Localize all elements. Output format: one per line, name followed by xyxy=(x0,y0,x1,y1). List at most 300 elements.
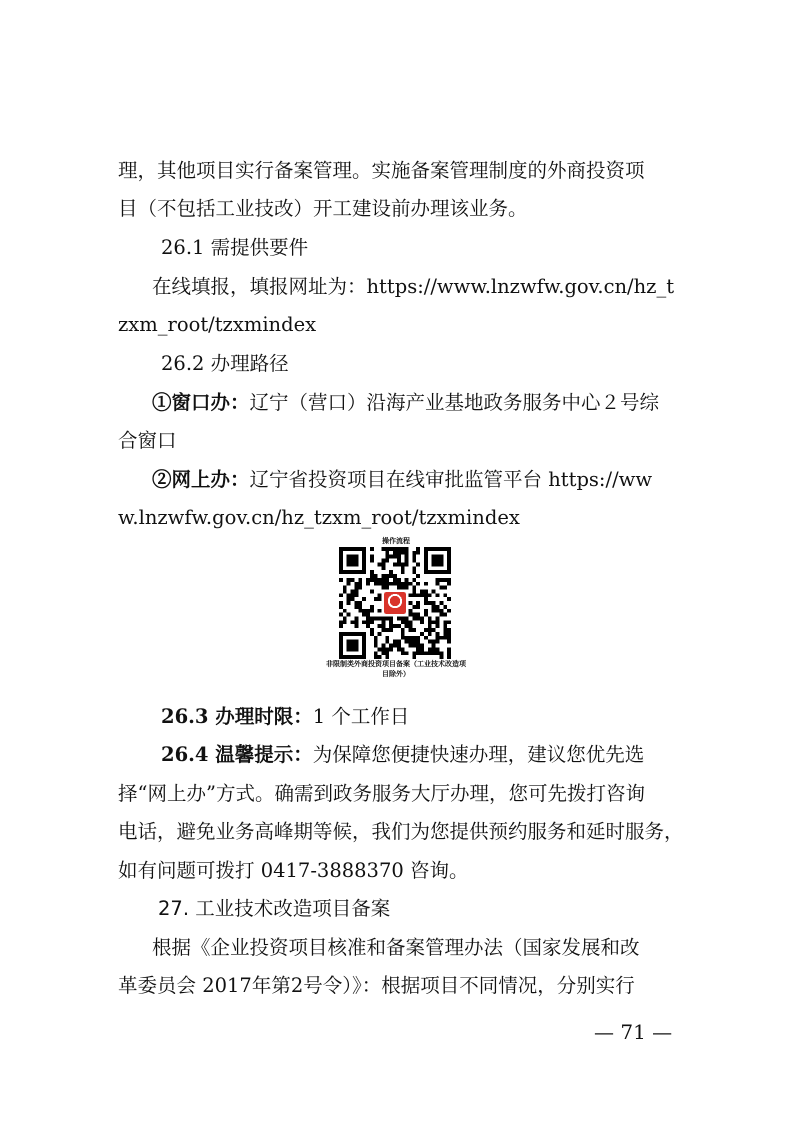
qr-module xyxy=(351,644,355,648)
qr-module xyxy=(439,555,443,559)
qr-module xyxy=(385,640,389,644)
qr-module xyxy=(416,640,420,644)
qr-module xyxy=(354,640,358,644)
qr-module xyxy=(358,582,362,586)
qr-module xyxy=(381,559,385,563)
qr-module xyxy=(397,640,401,644)
qr-module xyxy=(370,620,374,624)
online-service-text: 辽宁省投资项目在线审批监管平台 https://ww xyxy=(249,468,653,491)
qr-module xyxy=(347,597,351,601)
qr-module xyxy=(362,555,366,559)
qr-module xyxy=(362,613,366,617)
qr-module xyxy=(436,593,440,597)
qr-module xyxy=(393,644,397,648)
qr-module xyxy=(443,586,447,590)
qr-module xyxy=(424,636,428,640)
qr-module xyxy=(436,582,440,586)
qr-module xyxy=(370,555,374,559)
qr-module xyxy=(436,620,440,624)
qr-module xyxy=(401,547,405,551)
qr-module xyxy=(432,644,436,648)
qr-module xyxy=(389,644,393,648)
qr-module xyxy=(351,589,355,593)
qr-module xyxy=(381,562,385,566)
qr-module xyxy=(385,578,389,582)
qr-module xyxy=(401,617,405,621)
qr-module xyxy=(401,636,405,640)
qr-module xyxy=(343,570,347,574)
qr-module xyxy=(416,582,420,586)
qr-module xyxy=(405,551,409,555)
qr-module xyxy=(354,620,358,624)
qr-module xyxy=(412,605,416,609)
qr-module xyxy=(443,547,447,551)
qr-module xyxy=(358,578,362,582)
qr-module xyxy=(381,628,385,632)
qr-module xyxy=(420,647,424,651)
qr-module xyxy=(405,640,409,644)
qr-module xyxy=(339,651,343,655)
qr-module xyxy=(343,609,347,613)
qr-module xyxy=(358,586,362,590)
qr-module xyxy=(436,647,440,651)
qr-module xyxy=(347,613,351,617)
qr-module xyxy=(358,609,362,613)
qr-module xyxy=(424,609,428,613)
qr-module xyxy=(412,613,416,617)
qr-module xyxy=(443,593,447,597)
qr-module xyxy=(397,582,401,586)
qr-module xyxy=(428,570,432,574)
qr-module xyxy=(389,647,393,651)
qr-module xyxy=(389,628,393,632)
qr-module xyxy=(351,559,355,563)
qr-module xyxy=(389,555,393,559)
qr-module xyxy=(362,597,366,601)
qr-module xyxy=(397,586,401,590)
tips-label: 26.4 温馨提示： xyxy=(161,743,313,766)
qr-module xyxy=(428,624,432,628)
qr-module xyxy=(339,640,343,644)
qr-module xyxy=(339,570,343,574)
qr-module xyxy=(385,636,389,640)
qr-module xyxy=(389,620,393,624)
qr-module xyxy=(432,628,436,632)
qr-module xyxy=(351,632,355,636)
qr-module xyxy=(409,644,413,648)
qr-caption-bottom xyxy=(322,659,470,679)
qr-module xyxy=(370,559,374,563)
qr-module xyxy=(362,551,366,555)
qr-module xyxy=(424,651,428,655)
qr-module xyxy=(347,640,351,644)
qr-module xyxy=(405,620,409,624)
qr-module xyxy=(366,620,370,624)
qr-module xyxy=(339,559,343,563)
qr-module xyxy=(362,644,366,648)
qr-module xyxy=(362,559,366,563)
qr-module xyxy=(339,644,343,648)
qr-module xyxy=(432,570,436,574)
tips-text: 为保障您便捷快速办理，建议您优先选 xyxy=(312,743,645,766)
qr-module xyxy=(370,632,374,636)
qr-module xyxy=(343,620,347,624)
qr-module xyxy=(428,632,432,636)
qr-module xyxy=(447,609,451,613)
qr-module xyxy=(393,551,397,555)
qr-module xyxy=(351,640,355,644)
qr-module xyxy=(374,617,378,621)
qr-module xyxy=(412,589,416,593)
qr-module xyxy=(439,562,443,566)
qr-module xyxy=(447,647,451,651)
qr-module xyxy=(432,562,436,566)
qr-module xyxy=(443,620,447,624)
qr-module xyxy=(436,636,440,640)
qr-module xyxy=(354,617,358,621)
qr-module xyxy=(397,559,401,563)
qr-module xyxy=(420,617,424,621)
qr-module xyxy=(405,562,409,566)
qr-caption-bottom-line1: 非限制类外商投资项目备案（工业技术改造项 xyxy=(326,660,466,668)
qr-module xyxy=(393,578,397,582)
qr-module xyxy=(362,609,366,613)
qr-module xyxy=(358,570,362,574)
qr-module xyxy=(436,555,440,559)
qr-module xyxy=(424,613,428,617)
body-text-line: 如有问题可拨打 0417-3888370 咨询。 xyxy=(118,859,469,882)
qr-module xyxy=(389,570,393,574)
qr-module xyxy=(378,582,382,586)
qr-module xyxy=(343,586,347,590)
qr-module xyxy=(385,617,389,621)
qr-module xyxy=(347,578,351,582)
qr-module xyxy=(424,582,428,586)
qr-module xyxy=(385,651,389,655)
qr-module xyxy=(362,640,366,644)
qr-module xyxy=(393,562,397,566)
qr-module xyxy=(412,644,416,648)
page-number: — 71 — xyxy=(594,1020,673,1044)
qr-module xyxy=(362,570,366,574)
qr-module xyxy=(354,605,358,609)
qr-module xyxy=(339,620,343,624)
qr-module xyxy=(370,609,374,613)
qr-module xyxy=(412,586,416,590)
qr-module xyxy=(339,605,343,609)
qr-module xyxy=(412,566,416,570)
qr-module xyxy=(443,624,447,628)
qr-module xyxy=(439,559,443,563)
qr-module xyxy=(381,620,385,624)
qr-module xyxy=(347,644,351,648)
qr-module xyxy=(370,605,374,609)
qr-module xyxy=(401,562,405,566)
qr-module xyxy=(389,617,393,621)
qr-module xyxy=(416,636,420,640)
qr-module xyxy=(343,632,347,636)
qr-module xyxy=(385,555,389,559)
qr-module xyxy=(447,632,451,636)
qr-module xyxy=(362,651,366,655)
qr-module xyxy=(424,589,428,593)
qr-module xyxy=(378,593,382,597)
qr-module xyxy=(420,644,424,648)
qr-module xyxy=(424,593,428,597)
qr-module xyxy=(339,547,343,551)
qr-module xyxy=(447,628,451,632)
qr-module xyxy=(397,555,401,559)
qr-module xyxy=(362,566,366,570)
qr-module xyxy=(354,593,358,597)
qr-module xyxy=(439,613,443,617)
qr-module xyxy=(439,547,443,551)
qr-module xyxy=(424,597,428,601)
qr-module xyxy=(385,647,389,651)
qr-module xyxy=(354,589,358,593)
qr-module xyxy=(381,582,385,586)
qr-module xyxy=(432,555,436,559)
qr-module xyxy=(443,613,447,617)
qr-module xyxy=(362,562,366,566)
qr-module xyxy=(401,620,405,624)
qr-module xyxy=(432,589,436,593)
qr-module xyxy=(405,555,409,559)
qr-module xyxy=(381,574,385,578)
qr-module xyxy=(416,613,420,617)
qr-module xyxy=(447,651,451,655)
qr-module xyxy=(374,651,378,655)
qr-module xyxy=(393,574,397,578)
qr-module xyxy=(354,632,358,636)
qr-module xyxy=(347,647,351,651)
qr-module xyxy=(339,551,343,555)
qr-module xyxy=(443,636,447,640)
qr-module xyxy=(358,601,362,605)
qr-module xyxy=(409,628,413,632)
qr-module xyxy=(436,609,440,613)
qr-module xyxy=(397,578,401,582)
qr-module xyxy=(362,620,366,624)
section-heading-26-4 xyxy=(161,742,644,768)
body-text-line: 革委员会 2017年第2号令）》：根据项目不同情况，分别实行 xyxy=(118,974,635,997)
qr-module xyxy=(436,570,440,574)
qr-module xyxy=(428,647,432,651)
qr-module xyxy=(351,620,355,624)
qr-module xyxy=(401,651,405,655)
qr-module xyxy=(416,601,420,605)
qr-module xyxy=(381,566,385,570)
qr-module xyxy=(401,551,405,555)
qr-module xyxy=(412,551,416,555)
qr-module xyxy=(354,570,358,574)
qr-module xyxy=(405,624,409,628)
qr-module xyxy=(447,570,451,574)
qr-module xyxy=(366,624,370,628)
qr-module xyxy=(389,624,393,628)
qr-module xyxy=(424,547,428,551)
qr-module xyxy=(439,609,443,613)
qr-module xyxy=(439,651,443,655)
qr-module xyxy=(366,613,370,617)
qr-module xyxy=(370,628,374,632)
qr-module xyxy=(347,582,351,586)
qr-module xyxy=(409,636,413,640)
section-heading-26-1: 26.1 需提供要件 xyxy=(161,236,309,259)
qr-module xyxy=(405,578,409,582)
qr-module xyxy=(339,601,343,605)
qr-module xyxy=(424,551,428,555)
section-heading-27: 27. 工业技术改造项目备案 xyxy=(158,897,391,920)
qr-module xyxy=(420,651,424,655)
qr-module xyxy=(397,644,401,648)
online-service-label: ②网上办： xyxy=(152,468,250,491)
body-text-line: 合窗口 xyxy=(118,429,177,452)
qr-module xyxy=(347,593,351,597)
qr-module xyxy=(416,574,420,578)
qr-module xyxy=(436,559,440,563)
qr-module xyxy=(351,578,355,582)
qr-module xyxy=(424,570,428,574)
qr-module xyxy=(447,547,451,551)
qr-module xyxy=(401,647,405,651)
qr-module xyxy=(381,547,385,551)
qr-module xyxy=(439,601,443,605)
qr-module xyxy=(354,644,358,648)
qr-module xyxy=(370,617,374,621)
qr-module xyxy=(351,597,355,601)
qr-module xyxy=(428,547,432,551)
qr-module xyxy=(436,640,440,644)
qr-module xyxy=(374,578,378,582)
qr-module xyxy=(412,617,416,621)
qr-module xyxy=(412,593,416,597)
qr-module xyxy=(397,562,401,566)
qr-module xyxy=(339,593,343,597)
qr-module xyxy=(412,570,416,574)
qr-module xyxy=(358,632,362,636)
qr-module xyxy=(447,562,451,566)
window-service-text: 辽宁（营口）沿海产业基地政务服务中心２号综 xyxy=(249,391,660,414)
qr-module xyxy=(447,636,451,640)
qr-module xyxy=(409,601,413,605)
qr-module xyxy=(416,562,420,566)
body-text-line: 电话，避免业务高峰期等候，我们为您提供预约服务和延时服务， xyxy=(118,820,684,843)
qr-module xyxy=(389,582,393,586)
qr-module xyxy=(381,651,385,655)
qr-module xyxy=(389,574,393,578)
qr-module xyxy=(405,582,409,586)
qr-module xyxy=(412,578,416,582)
qr-module xyxy=(385,574,389,578)
qr-module xyxy=(405,547,409,551)
qr-module xyxy=(436,605,440,609)
qr-module xyxy=(378,562,382,566)
qr-module xyxy=(374,636,378,640)
qr-module xyxy=(428,640,432,644)
qr-module xyxy=(412,559,416,563)
qr-module xyxy=(424,628,428,632)
body-text-line: zxm_root/tzxmindex xyxy=(118,313,317,336)
body-text-line: w.lnzwfw.gov.cn/hz_tzxm_root/tzxmindex xyxy=(118,506,520,529)
qr-module xyxy=(393,582,397,586)
qr-module xyxy=(447,559,451,563)
qr-module xyxy=(370,574,374,578)
qr-module xyxy=(385,628,389,632)
qr-module xyxy=(428,651,432,655)
qr-module xyxy=(420,593,424,597)
qr-module xyxy=(354,582,358,586)
qr-module xyxy=(351,570,355,574)
qr-module xyxy=(412,628,416,632)
qr-module xyxy=(354,562,358,566)
section-heading-26-3 xyxy=(161,704,409,730)
qr-module xyxy=(385,559,389,563)
qr-module xyxy=(370,570,374,574)
body-text-line: 目（不包括工业技改）开工建设前办理该业务。 xyxy=(118,197,528,220)
qr-module xyxy=(401,632,405,636)
qr-module xyxy=(401,582,405,586)
qr-module xyxy=(343,589,347,593)
qr-code-icon xyxy=(339,547,451,659)
qr-module xyxy=(436,617,440,621)
qr-module xyxy=(436,651,440,655)
qr-module xyxy=(347,559,351,563)
qr-module xyxy=(393,555,397,559)
qr-module xyxy=(385,547,389,551)
qr-module xyxy=(381,647,385,651)
qr-module xyxy=(378,624,382,628)
qr-module xyxy=(378,578,382,582)
qr-module xyxy=(370,547,374,551)
qr-module xyxy=(339,647,343,651)
qr-module xyxy=(420,632,424,636)
qr-module xyxy=(436,624,440,628)
qr-module xyxy=(405,617,409,621)
qr-module xyxy=(409,620,413,624)
qr-module xyxy=(354,586,358,590)
qr-module xyxy=(424,601,428,605)
qr-module xyxy=(424,562,428,566)
qr-module xyxy=(432,609,436,613)
qr-module xyxy=(416,593,420,597)
body-text-line: 择“网上办”方式。确需到政务服务大厅办理，您可先拨打咨询 xyxy=(118,782,645,805)
qr-module xyxy=(381,624,385,628)
qr-module xyxy=(428,628,432,632)
qr-module xyxy=(447,566,451,570)
qr-module xyxy=(443,628,447,632)
qr-module xyxy=(385,582,389,586)
qr-module xyxy=(409,593,413,597)
qr-module xyxy=(401,566,405,570)
qr-module xyxy=(393,624,397,628)
qr-module xyxy=(385,586,389,590)
qr-module xyxy=(385,551,389,555)
qr-module xyxy=(416,551,420,555)
qr-module xyxy=(436,562,440,566)
qr-module xyxy=(347,562,351,566)
qr-module xyxy=(409,609,413,613)
qr-module xyxy=(443,578,447,582)
qr-module xyxy=(362,632,366,636)
qr-module xyxy=(397,547,401,551)
qr-module xyxy=(420,620,424,624)
qr-module xyxy=(381,586,385,590)
qr-module xyxy=(347,601,351,605)
qr-module xyxy=(401,570,405,574)
qr-module xyxy=(354,647,358,651)
qr-module xyxy=(439,578,443,582)
